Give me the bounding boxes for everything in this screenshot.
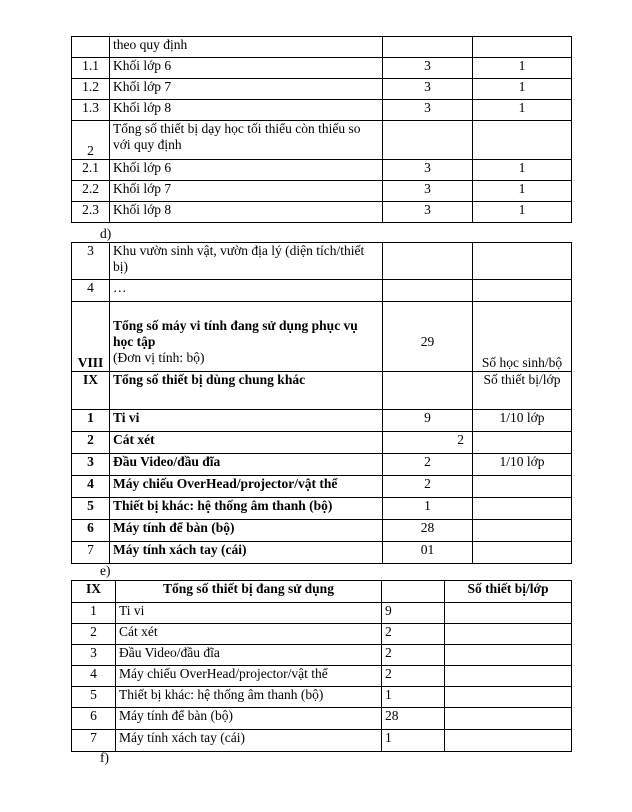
row-number: 7 xyxy=(72,730,116,752)
row-name: … xyxy=(110,280,383,302)
table-header-row xyxy=(72,581,572,603)
row-value: 3 xyxy=(383,160,473,181)
row-number: VIII xyxy=(72,302,110,372)
row-name: Khối lớp 6 xyxy=(110,58,383,79)
row-note xyxy=(473,520,572,542)
row-name: Đầu Video/đầu đĩa xyxy=(110,454,383,476)
row-name: Khối lớp 7 xyxy=(110,79,383,100)
row-value: 1 xyxy=(473,100,572,121)
row-value: 2 xyxy=(382,645,445,666)
row-name: Máy chiếu OverHead/projector/vật thể xyxy=(110,476,383,498)
row-value: 3 xyxy=(383,181,473,202)
table-row xyxy=(72,432,572,454)
row-value: 9 xyxy=(382,603,445,624)
table-row xyxy=(72,645,572,666)
table-minimum-equipment xyxy=(71,36,572,223)
table-equipment-in-use xyxy=(71,580,572,752)
row-number: 4 xyxy=(72,280,110,302)
section-label-f: f) xyxy=(100,750,109,765)
row-number: 3 xyxy=(72,645,116,666)
row-note: Số thiết bị/lớp xyxy=(473,372,572,410)
row-note xyxy=(445,708,572,730)
row-name: Thiết bị khác: hệ thống âm thanh (bộ) xyxy=(116,687,382,708)
row-value xyxy=(473,121,572,160)
table-row xyxy=(72,202,572,223)
header-note: Số thiết bị/lớp xyxy=(445,581,572,603)
row-number: 1.1 xyxy=(72,58,110,79)
table-row xyxy=(72,58,572,79)
table-row xyxy=(72,243,572,280)
row-note xyxy=(445,730,572,752)
row-value: 9 xyxy=(383,410,473,432)
table-row xyxy=(72,520,572,542)
row-name: Đầu Video/đầu đĩa xyxy=(116,645,382,666)
table-row xyxy=(72,302,572,372)
row-number: 5 xyxy=(72,687,116,708)
row-number: 6 xyxy=(72,520,110,542)
row-note xyxy=(473,280,572,302)
row-value: 29 xyxy=(383,302,473,372)
row-number: 1.2 xyxy=(72,79,110,100)
header-name: Tổng số thiết bị đang sử dụng xyxy=(116,581,382,603)
row-note xyxy=(473,542,572,564)
row-note: 1/10 lớp xyxy=(473,410,572,432)
row-value: 1 xyxy=(473,160,572,181)
row-value: 2 xyxy=(382,666,445,687)
row-number: 1.3 xyxy=(72,100,110,121)
row-value xyxy=(383,243,473,280)
table-row xyxy=(72,454,572,476)
header-value xyxy=(382,581,445,603)
row-note xyxy=(445,687,572,708)
row-value: 1 xyxy=(382,687,445,708)
row-number: 4 xyxy=(72,476,110,498)
row-name: theo quy định xyxy=(110,37,383,58)
row-name: Thiết bị khác: hệ thống âm thanh (bộ) xyxy=(110,498,383,520)
row-note xyxy=(445,645,572,666)
table-row xyxy=(72,79,572,100)
row-value: 28 xyxy=(382,708,445,730)
row-name xyxy=(110,302,383,372)
row-value: 1 xyxy=(473,181,572,202)
row-number: 2 xyxy=(72,624,116,645)
row-value: 3 xyxy=(383,79,473,100)
table-row xyxy=(72,372,572,410)
row-value: 1 xyxy=(473,202,572,223)
row-note xyxy=(473,243,572,280)
row-note xyxy=(445,666,572,687)
row-number: 2.2 xyxy=(72,181,110,202)
row-number: 6 xyxy=(72,708,116,730)
row-note: Số học sinh/bộ xyxy=(473,302,572,372)
row-name: Ti vi xyxy=(116,603,382,624)
table-row xyxy=(72,708,572,730)
row-number: 3 xyxy=(72,454,110,476)
row-name: Máy tính để bàn (bộ) xyxy=(116,708,382,730)
row-name: Tổng số thiết bị dạy học tối thiểu còn thiếu so với quy định xyxy=(110,121,383,160)
table-row xyxy=(72,100,572,121)
table-row xyxy=(72,37,572,58)
row-number: 4 xyxy=(72,666,116,687)
table-row xyxy=(72,498,572,520)
row-number: 2.3 xyxy=(72,202,110,223)
row-value: 2 xyxy=(383,432,473,454)
row-number: 2.1 xyxy=(72,160,110,181)
row-value: 2 xyxy=(383,454,473,476)
row-note xyxy=(473,432,572,454)
row-value: 1 xyxy=(473,58,572,79)
table-row xyxy=(72,160,572,181)
row-value xyxy=(383,280,473,302)
table-row xyxy=(72,476,572,498)
table-row xyxy=(72,730,572,752)
row-value: 01 xyxy=(383,542,473,564)
row-note xyxy=(473,476,572,498)
row-number: 3 xyxy=(72,243,110,280)
table-row xyxy=(72,410,572,432)
row-value: 1 xyxy=(473,79,572,100)
row-number: 5 xyxy=(72,498,110,520)
row-name: Máy tính xách tay (cái) xyxy=(116,730,382,752)
row-note xyxy=(445,624,572,645)
row-name: Khối lớp 6 xyxy=(110,160,383,181)
table-row xyxy=(72,666,572,687)
row-name: Khối lớp 7 xyxy=(110,181,383,202)
row-name: Khối lớp 8 xyxy=(110,100,383,121)
row-number: 1 xyxy=(72,410,110,432)
table-row xyxy=(72,280,572,302)
row-value: 2 xyxy=(383,476,473,498)
row-name: Khối lớp 8 xyxy=(110,202,383,223)
row-name: Máy tính xách tay (cái) xyxy=(110,542,383,564)
row-note xyxy=(473,498,572,520)
row-value: 3 xyxy=(383,202,473,223)
section-label-d: d) xyxy=(100,226,112,241)
row-note: 1/10 lớp xyxy=(473,454,572,476)
row-number: 2 xyxy=(72,432,110,454)
row-name: Ti vi xyxy=(110,410,383,432)
row-value: 3 xyxy=(383,58,473,79)
row-name: Khu vườn sinh vật, vườn địa lý (diện tích/thiết bị) xyxy=(110,243,383,280)
table-row xyxy=(72,624,572,645)
table-row xyxy=(72,181,572,202)
row-note xyxy=(445,603,572,624)
row-value xyxy=(383,121,473,160)
section-label-e: e) xyxy=(100,563,111,578)
row-number: 7 xyxy=(72,542,110,564)
row-value: 28 xyxy=(383,520,473,542)
table-row xyxy=(72,603,572,624)
table-row xyxy=(72,542,572,564)
row-value: 3 xyxy=(383,100,473,121)
header-number: IX xyxy=(72,581,116,603)
row-value: 2 xyxy=(382,624,445,645)
table-row xyxy=(72,687,572,708)
row-number xyxy=(72,37,110,58)
table-equipment-summary xyxy=(71,242,572,564)
row-name: Cát xét xyxy=(110,432,383,454)
row-name: Máy chiếu OverHead/projector/vật thể xyxy=(116,666,382,687)
row-name: Cát xét xyxy=(116,624,382,645)
row-name: Máy tính để bàn (bộ) xyxy=(110,520,383,542)
row-value xyxy=(383,372,473,410)
row-value: 1 xyxy=(382,730,445,752)
row-name: Tổng số thiết bị dùng chung khác xyxy=(110,372,383,410)
row-value xyxy=(473,37,572,58)
row-number: IX xyxy=(72,372,110,410)
row-value: 1 xyxy=(383,498,473,520)
table-row xyxy=(72,121,572,160)
row-number: 2 xyxy=(72,121,110,160)
row-number: 1 xyxy=(72,603,116,624)
row-name-unit: (Đơn vị tính: bộ) xyxy=(113,350,205,365)
row-name-bold: Tổng số máy vi tính đang sử dụng phục vụ học tập xyxy=(113,318,358,349)
row-value xyxy=(383,37,473,58)
